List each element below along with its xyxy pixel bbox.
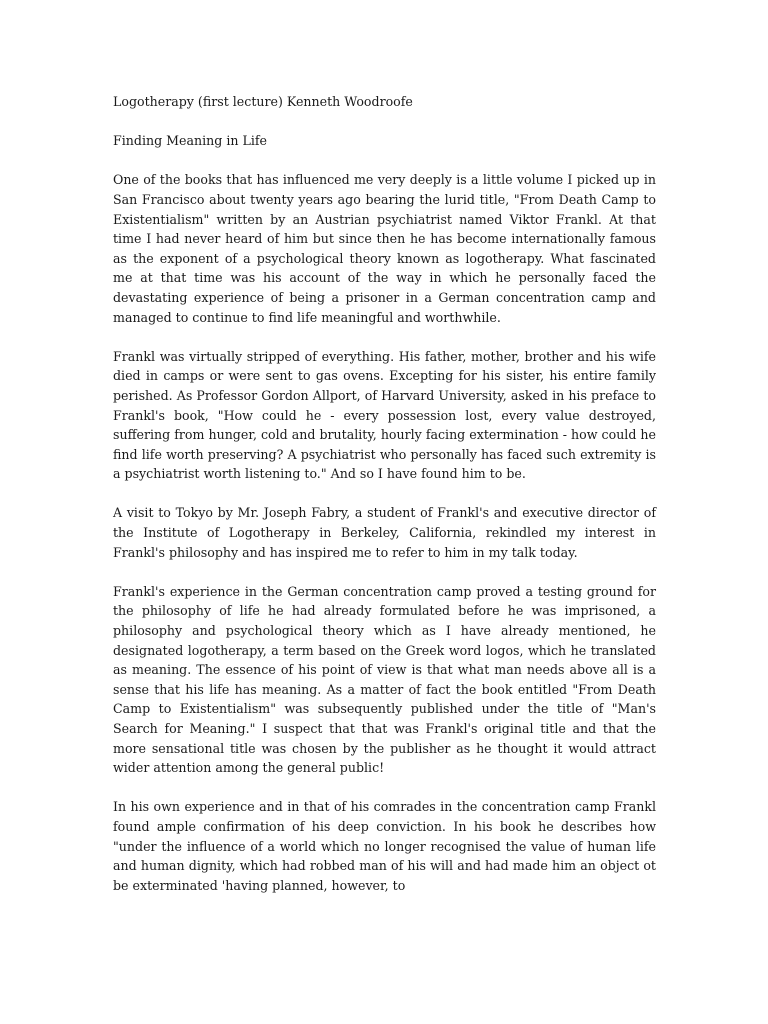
paragraph: One of the books that has influenced me very deeply is a little volume I picked up in San Francisco about twenty years ago bearing the lurid title, "From Death Camp to Existentialism" written by an Austrian psychiatrist named Viktor Frankl. At that time I had never heard of him but since then he has become internationally famous as the exponent of a psychological theory known as logotherapy. What fascinated me at that time was his account of the way in which he personally faced the devastating experience of being a prisoner in a German concentration camp and managed to continue to find life meaningful and worthwhile. <box>113 172 656 325</box>
paragraph: Frankl was virtually stripped of everything. His father, mother, brother and his wife died in camps or were sent to gas ovens. Excepting for his sister, his entire family perished. As Professor Gordon Allport, of Harvard University, asked in his preface to Frankl's book, "How could he - every possession lost, every value destroyed, suffering from hunger, cold and brutality, hourly facing extermination - how could he find life worth preserving? A psychiatrist who personally has faced such extremity is a psychiatrist worth listening to." And so I have found him to be. <box>113 348 656 482</box>
paragraph: A visit to Tokyo by Mr. Joseph Fabry, a student of Frankl's and executive director of the Institute of Logotherapy in Berkeley, California, rekindled my interest in Frankl's philosophy and has inspired me to refer to him in my talk today. <box>113 505 656 560</box>
paragraph: Frankl's experience in the German concentration camp proved a testing ground for the philosophy of life he had already formulated before he was imprisoned, a philosophy and psychological theory which as I have already mentioned, he designated logotherapy, a term based on the Greek word logos, which he translated as meaning. The essence of his point of view is that what man needs above all is a sense that his life has meaning. As a matter of fact the book entitled "From Death Camp to Existentialism" was subsequently published under the title of "Man's Search for Meaning." I suspect that that was Frankl's original title and that the more sensational title was chosen by the publisher as he thought it would attract wider attention among the general public! <box>113 583 656 776</box>
document-page <box>113 92 656 915</box>
paragraph: In his own experience and in that of his comrades in the concentration camp Frankl found ample confirmation of his deep conviction. In his book he describes how "under the influence of a world which no longer recognised the value of human life and human dignity, which had robbed man of his will and had made him an object ot be exterminated 'having planned, however, to <box>113 799 656 893</box>
document-title: Logotherapy (first lecture) Kenneth Woodroofe <box>113 94 413 109</box>
document-subtitle: Finding Meaning in Life <box>113 133 267 149</box>
